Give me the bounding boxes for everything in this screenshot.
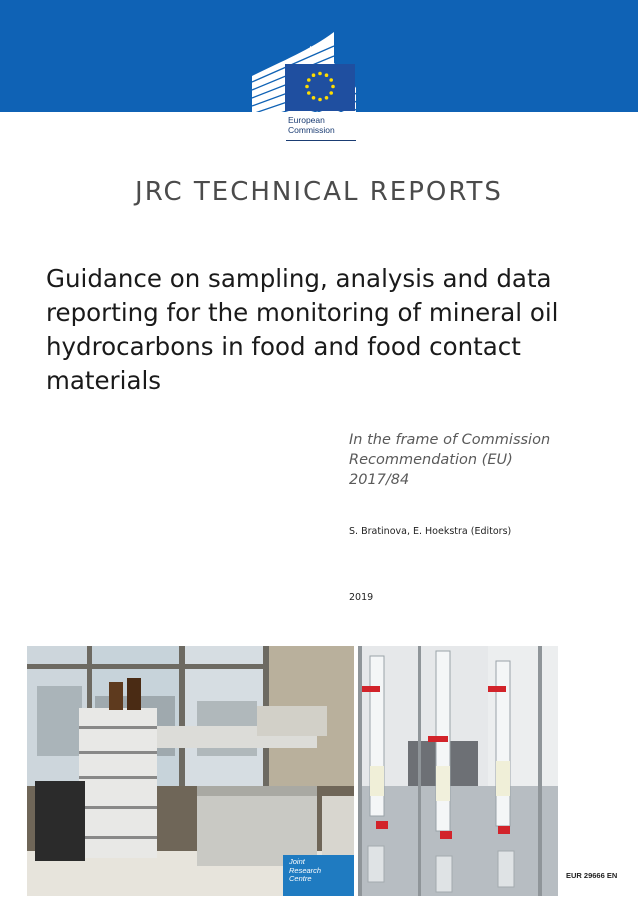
- report-code: EUR 29666 EN: [566, 871, 618, 880]
- document-title: Guidance on sampling, analysis and data reporting for the monitoring of mineral oil hydrocarbons in food and food contact materials: [46, 264, 559, 395]
- organization-name: European Commission: [288, 115, 335, 135]
- publication-year: 2019: [349, 592, 374, 603]
- document-subtitle: In the frame of Commission Recommendation (EU) 2017/84: [349, 432, 551, 488]
- series-title: JRC TECHNICAL REPORTS: [135, 177, 503, 207]
- logo-underline: [286, 140, 356, 141]
- glass-columns-photo: [358, 646, 558, 896]
- jrc-label: Joint Research Centre: [283, 855, 354, 896]
- editors: S. Bratinova, E. Hoekstra (Editors): [349, 526, 512, 537]
